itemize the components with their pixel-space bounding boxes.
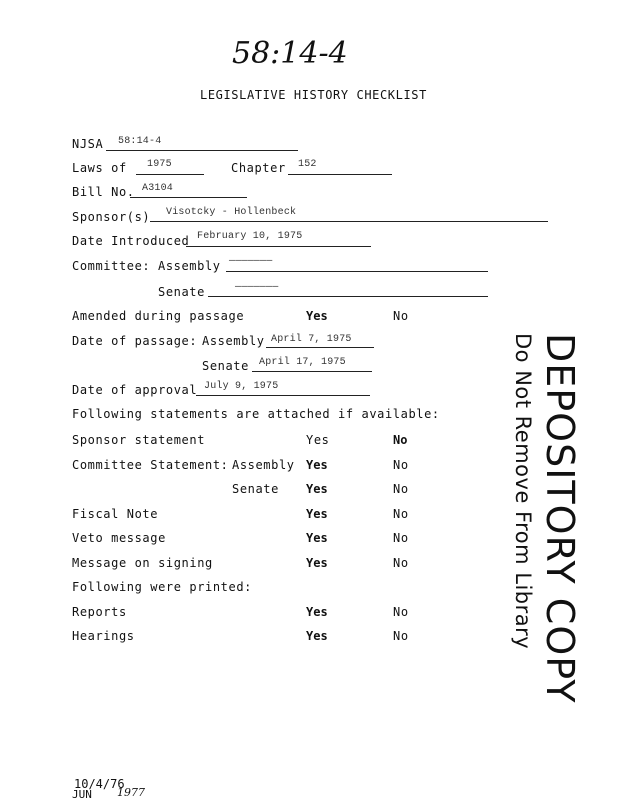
passage-assembly-line — [266, 347, 374, 348]
fiscal-note-yes: Yes — [306, 507, 328, 521]
committee-assembly-line — [226, 271, 488, 272]
chapter-label: Chapter — [231, 161, 286, 175]
hearings-no: No — [393, 629, 409, 643]
committee-statement-senate-label: Senate — [232, 482, 279, 496]
njsa-value: 58:14-4 — [118, 136, 162, 147]
date-of-approval-line — [196, 395, 370, 396]
chapter-value: 152 — [298, 159, 317, 170]
reports-no: No — [393, 605, 409, 619]
committee-label: Committee: — [72, 259, 151, 273]
message-on-signing-label: Message on signing — [72, 556, 213, 570]
footer-received-month: JUN — [72, 788, 92, 801]
sponsor-statement-yes: Yes — [306, 433, 330, 447]
laws-of-label: Laws of — [72, 161, 127, 175]
passage-senate-label: Senate — [202, 359, 249, 373]
veto-message-label: Veto message — [72, 531, 166, 545]
veto-message-yes: Yes — [306, 531, 328, 545]
depository-copy-stamp — [510, 333, 580, 704]
passage-senate-value: April 17, 1975 — [259, 357, 346, 368]
committee-senate-line — [208, 296, 488, 297]
date-of-approval-label: Date of approval — [72, 383, 198, 397]
handwritten-statute-number: 58:14-4 — [232, 36, 348, 71]
committee-statement-label: Committee Statement: — [72, 458, 229, 472]
committee-statement-senate-yes: Yes — [306, 482, 328, 496]
fiscal-note-label: Fiscal Note — [72, 507, 159, 521]
committee-statement-assembly-yes: Yes — [306, 458, 328, 472]
hearings-label: Hearings — [72, 629, 135, 643]
sponsor-statement-label: Sponsor statement — [72, 433, 206, 447]
committee-senate-value: ——————— — [235, 282, 279, 293]
printed-heading: Following were printed: — [72, 580, 252, 594]
chapter-line — [288, 174, 392, 175]
amended-yes: Yes — [306, 309, 328, 323]
bill-no-line — [130, 197, 247, 198]
message-on-signing-no: No — [393, 556, 409, 570]
reports-yes: Yes — [306, 605, 328, 619]
committee-senate-label: Senate — [158, 285, 205, 299]
committee-statement-assembly-label: Assembly — [232, 458, 295, 472]
date-of-approval-value: July 9, 1975 — [204, 381, 279, 392]
committee-statement-senate-no: No — [393, 482, 409, 496]
sponsor-statement-no: No — [393, 433, 408, 447]
reports-label: Reports — [72, 605, 127, 619]
message-on-signing-yes: Yes — [306, 556, 328, 570]
date-introduced-label: Date Introduced — [72, 234, 190, 248]
sponsors-line — [150, 221, 548, 222]
veto-message-no: No — [393, 531, 409, 545]
amended-no: No — [393, 309, 409, 323]
bill-no-label: Bill No. — [72, 185, 135, 199]
stamp-line-1: DEPOSITORY COPY — [538, 333, 582, 704]
page-title: LEGISLATIVE HISTORY CHECKLIST — [200, 88, 427, 102]
committee-assembly-value: ——————— — [229, 256, 273, 267]
laws-of-value: 1975 — [147, 159, 172, 170]
date-introduced-value: February 10, 1975 — [197, 231, 303, 242]
committee-assembly-label: Assembly — [158, 259, 221, 273]
njsa-label: NJSA — [72, 137, 104, 151]
sponsors-label: Sponsor(s) — [72, 210, 151, 224]
bill-no-value: A3104 — [142, 183, 174, 194]
date-introduced-line — [186, 246, 371, 247]
committee-statement-assembly-no: No — [393, 458, 409, 472]
njsa-line — [106, 150, 298, 151]
hearings-yes: Yes — [306, 629, 328, 643]
amended-label: Amended during passage — [72, 309, 245, 323]
footer-received-year: 1977 — [117, 786, 145, 799]
attached-heading: Following statements are attached if available: — [72, 407, 440, 421]
passage-senate-line — [252, 371, 372, 372]
fiscal-note-no: No — [393, 507, 409, 521]
passage-assembly-value: April 7, 1975 — [271, 334, 352, 345]
footer-date-code: 10/4/76 — [74, 777, 125, 791]
stamp-line-2: Do Not Remove From Library — [511, 333, 535, 650]
sponsors-value: Visotcky - Hollenbeck — [166, 207, 297, 218]
passage-assembly-label: Assembly — [202, 334, 265, 348]
date-of-passage-label: Date of passage: — [72, 334, 198, 348]
laws-of-line — [136, 174, 204, 175]
